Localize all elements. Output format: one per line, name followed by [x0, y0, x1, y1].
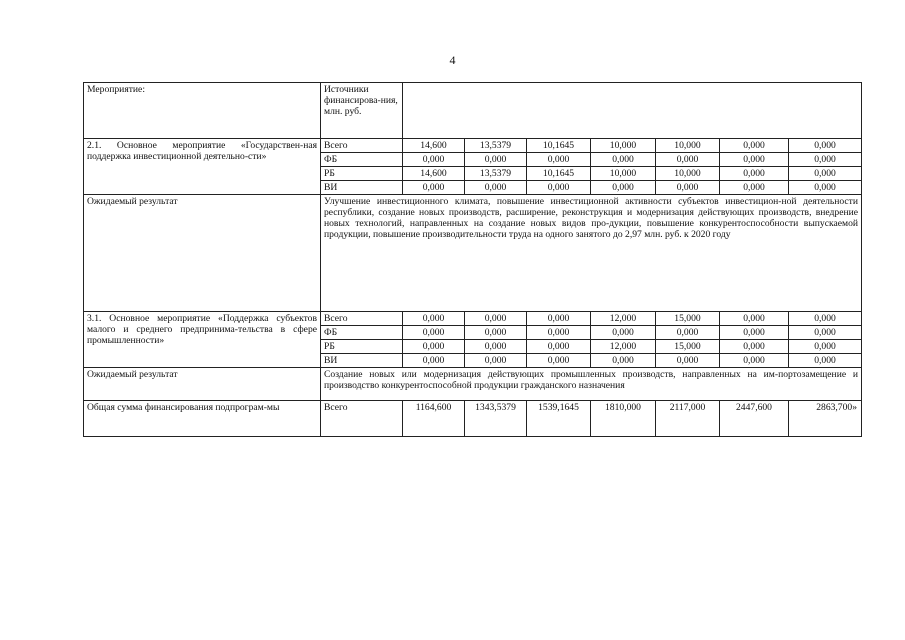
- value-cell: 13,5379: [465, 139, 527, 153]
- financing-table: [83, 82, 862, 437]
- result-label: Ожидаемый результат: [84, 195, 321, 312]
- value-cell: 10,000: [591, 139, 656, 153]
- total-label: Общая сумма финансирования подпрограм-мы: [84, 401, 321, 437]
- value-cell: 0,000: [465, 354, 527, 368]
- value-cell: 0,000: [789, 181, 862, 195]
- header-measure: Мероприятие:: [84, 83, 321, 139]
- value-cell: 15,000: [656, 312, 720, 326]
- total-value: 1164,600: [403, 401, 465, 437]
- value-cell: 0,000: [789, 153, 862, 167]
- page-number: 4: [449, 53, 456, 67]
- source-label: ВИ: [321, 354, 403, 368]
- data-row: [84, 139, 862, 153]
- source-label: РБ: [321, 167, 403, 181]
- value-cell: 0,000: [789, 139, 862, 153]
- value-cell: 0,000: [720, 139, 789, 153]
- total-source: Всего: [321, 401, 403, 437]
- value-cell: 0,000: [656, 326, 720, 340]
- value-cell: 0,000: [527, 354, 591, 368]
- value-cell: 14,600: [403, 139, 465, 153]
- value-cell: 13,5379: [465, 167, 527, 181]
- value-cell: 0,000: [403, 312, 465, 326]
- value-cell: 0,000: [591, 153, 656, 167]
- value-cell: 0,000: [591, 181, 656, 195]
- result-row: [84, 368, 862, 401]
- value-cell: 0,000: [527, 326, 591, 340]
- source-label: ФБ: [321, 153, 403, 167]
- value-cell: 0,000: [527, 312, 591, 326]
- measure-title: 2.1. Основное мероприятие «Государствен-ная поддержка инвестиционной деятельно-сти»: [84, 139, 321, 195]
- value-cell: 0,000: [720, 354, 789, 368]
- value-cell: 0,000: [789, 340, 862, 354]
- header-source: Источники финансирова-ния, млн. руб.: [321, 83, 403, 139]
- value-cell: 10,000: [656, 167, 720, 181]
- value-cell: 0,000: [789, 326, 862, 340]
- value-cell: 12,000: [591, 340, 656, 354]
- value-cell: 0,000: [527, 340, 591, 354]
- total-value: 1810,000: [591, 401, 656, 437]
- value-cell: 12,000: [591, 312, 656, 326]
- measure-title: 3.1. Основное мероприятие «Поддержка субъектов малого и среднего предпринима-тельства в сфере промышленности»: [84, 312, 321, 368]
- value-cell: 0,000: [403, 181, 465, 195]
- value-cell: 10,000: [656, 139, 720, 153]
- value-cell: 0,000: [720, 312, 789, 326]
- source-label: РБ: [321, 340, 403, 354]
- source-label: ФБ: [321, 326, 403, 340]
- source-label: ВИ: [321, 181, 403, 195]
- total-value: 1343,5379: [465, 401, 527, 437]
- value-cell: 0,000: [720, 153, 789, 167]
- value-cell: 0,000: [465, 312, 527, 326]
- total-value: 2117,000: [656, 401, 720, 437]
- header-empty: [403, 83, 862, 139]
- value-cell: 0,000: [465, 181, 527, 195]
- total-row: [84, 401, 862, 437]
- value-cell: 10,1645: [527, 139, 591, 153]
- value-cell: 0,000: [465, 153, 527, 167]
- value-cell: 0,000: [591, 326, 656, 340]
- value-cell: 0,000: [789, 312, 862, 326]
- value-cell: 0,000: [656, 153, 720, 167]
- value-cell: 15,000: [656, 340, 720, 354]
- total-value: 1539,1645: [527, 401, 591, 437]
- value-cell: 0,000: [656, 181, 720, 195]
- value-cell: 0,000: [527, 181, 591, 195]
- value-cell: 0,000: [720, 340, 789, 354]
- value-cell: 0,000: [465, 326, 527, 340]
- result-text: Улучшение инвестиционного климата, повышение инвестиционной активности субъектов инвестицион-ной деятельности республики, создание новых производств, расширение, реконструкция и модернизация действующих производств, внедрение новых технологий, направленных на создание новых видов про-дукции, повышение конкурентоспособности выпускаемой продукции, повышение производительности труда на одного занятого до 2,97 млн. руб. к 2020 году: [321, 195, 862, 312]
- value-cell: 0,000: [403, 153, 465, 167]
- value-cell: 0,000: [656, 354, 720, 368]
- value-cell: 0,000: [403, 354, 465, 368]
- value-cell: 0,000: [720, 326, 789, 340]
- total-value: 2447,600: [720, 401, 789, 437]
- result-row: [84, 195, 862, 312]
- value-cell: 0,000: [465, 340, 527, 354]
- table-body: [84, 83, 862, 437]
- value-cell: 0,000: [720, 181, 789, 195]
- data-row: [84, 312, 862, 326]
- value-cell: 10,1645: [527, 167, 591, 181]
- source-label: Всего: [321, 139, 403, 153]
- value-cell: 10,000: [591, 167, 656, 181]
- result-text: Создание новых или модернизация действующих промышленных производств, направленных на им-портозамещение и производство конкурентоспособной продукции гражданского назначения: [321, 368, 862, 401]
- value-cell: 0,000: [403, 326, 465, 340]
- header-row: [84, 83, 862, 139]
- result-label: Ожидаемый результат: [84, 368, 321, 401]
- source-label: Всего: [321, 312, 403, 326]
- value-cell: 0,000: [789, 167, 862, 181]
- value-cell: 0,000: [403, 340, 465, 354]
- value-cell: 0,000: [789, 354, 862, 368]
- total-value: 2863,700»: [789, 401, 862, 437]
- value-cell: 0,000: [527, 153, 591, 167]
- value-cell: 0,000: [720, 167, 789, 181]
- value-cell: 14,600: [403, 167, 465, 181]
- value-cell: 0,000: [591, 354, 656, 368]
